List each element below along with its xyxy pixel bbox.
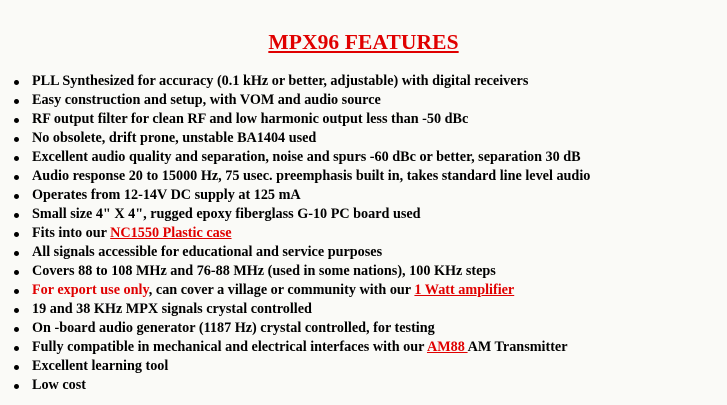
feature-item-generator xyxy=(0,319,727,338)
bullet-icon xyxy=(14,270,19,275)
feature-text: Excellent audio quality and separation, noise and spurs -60 dBc or better, separation 30 dB xyxy=(32,149,581,165)
feature-item-size xyxy=(0,205,727,224)
bullet-icon xyxy=(14,80,19,85)
feature-text: Fully compatible in mechanical and electrical interfaces with our xyxy=(32,339,427,355)
bullet-icon xyxy=(14,289,19,294)
bullet-icon xyxy=(14,99,19,104)
page-title: MPX96 FEATURES xyxy=(268,30,459,54)
feature-text: , can cover a village or community with our xyxy=(148,282,415,298)
feature-item-audio-quality xyxy=(0,148,727,167)
bullet-icon xyxy=(14,194,19,199)
amplifier-link[interactable]: 1 Watt amplifier xyxy=(414,282,515,298)
bullet-icon xyxy=(14,308,19,313)
feature-text: All signals accessible for educational and service purposes xyxy=(32,244,383,260)
am88-link[interactable]: AM88 xyxy=(426,339,468,355)
bullet-icon xyxy=(14,232,19,237)
bullet-icon xyxy=(14,365,19,370)
feature-item-frequency xyxy=(0,262,727,281)
export-notice: For export use only xyxy=(32,282,149,298)
feature-item-power xyxy=(0,186,727,205)
feature-item-mpx xyxy=(0,300,727,319)
feature-text: Easy construction and setup, with VOM and audio source xyxy=(32,92,381,108)
bullet-icon xyxy=(14,346,19,351)
feature-item-compatible xyxy=(0,338,727,357)
feature-text: AM Transmitter xyxy=(467,339,568,355)
feature-text: Covers 88 to 108 MHz and 76-88 MHz (used in some nations), 100 KHz steps xyxy=(32,263,496,279)
feature-text: 19 and 38 KHz MPX signals crystal controlled xyxy=(32,301,312,317)
bullet-icon xyxy=(14,137,19,142)
feature-item-rf-filter xyxy=(0,110,727,129)
bullet-icon xyxy=(14,175,19,180)
feature-text: Operates from 12-14V DC supply at 125 mA xyxy=(32,187,301,203)
feature-text: RF output filter for clean RF and low harmonic output less than -50 dBc xyxy=(32,111,469,127)
feature-item-construction xyxy=(0,91,727,110)
bullet-icon xyxy=(14,118,19,123)
feature-text: Low cost xyxy=(32,377,86,393)
bullet-icon xyxy=(14,384,19,389)
feature-item-export xyxy=(0,281,727,300)
feature-item-ba1404 xyxy=(0,129,727,148)
feature-text: No obsolete, drift prone, unstable BA1404 used xyxy=(32,130,317,146)
feature-text: Fits into our xyxy=(32,225,111,241)
feature-item-signals xyxy=(0,243,727,262)
bullet-icon xyxy=(14,156,19,161)
feature-text: PLL Synthesized for accuracy (0.1 kHz or better, adjustable) with digital receivers xyxy=(32,73,529,89)
feature-text: Excellent learning tool xyxy=(32,358,169,374)
nc1550-case-link[interactable]: NC1550 Plastic case xyxy=(110,225,232,241)
feature-item-cost xyxy=(0,376,727,395)
feature-text: Audio response 20 to 15000 Hz, 75 usec. preemphasis built in, takes standard line level audio xyxy=(32,168,591,184)
feature-item-audio-response xyxy=(0,167,727,186)
feature-text: Small size 4" X 4", rugged epoxy fiberglass G-10 PC board used xyxy=(32,206,421,222)
feature-item-pll xyxy=(0,72,727,91)
feature-item-learning xyxy=(0,357,727,376)
feature-text: On -board audio generator (1187 Hz) crystal controlled, for testing xyxy=(32,320,435,336)
bullet-icon xyxy=(14,327,19,332)
feature-list xyxy=(0,72,727,395)
bullet-icon xyxy=(14,213,19,218)
bullet-icon xyxy=(14,251,19,256)
feature-item-case xyxy=(0,224,727,243)
